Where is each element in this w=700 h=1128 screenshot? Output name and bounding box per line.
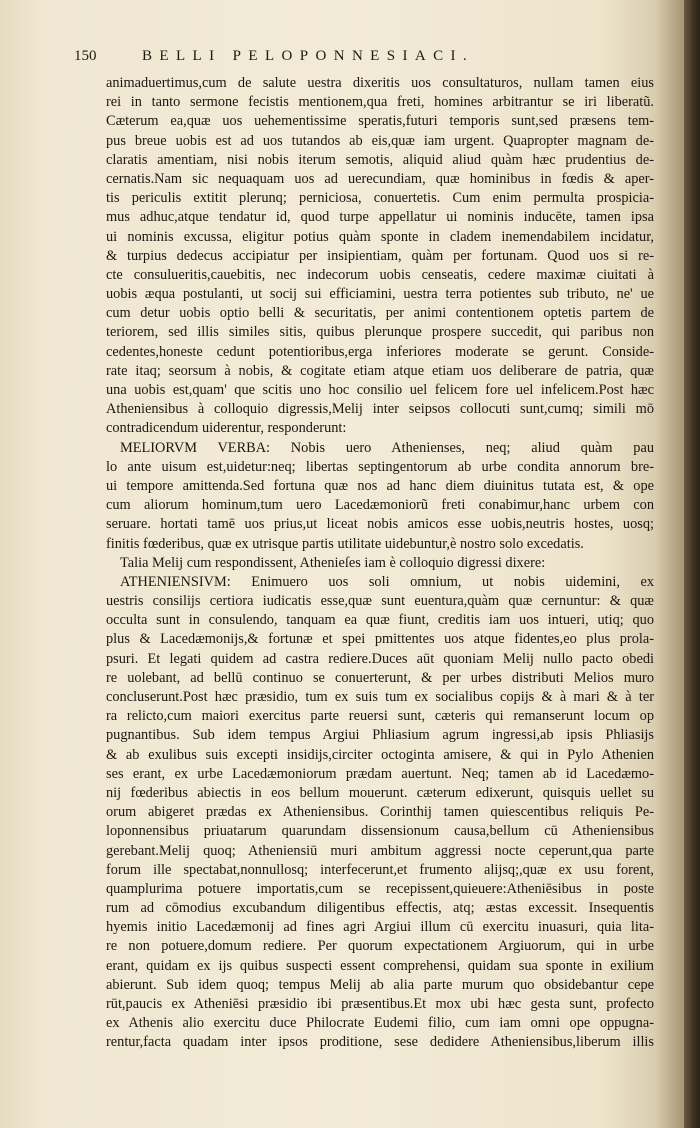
text-line: cernatis.Nam sic nequaquam uos ad uerecundiam, quæ hominibus in fœdis & aper-: [106, 170, 654, 187]
text-line: erant, quidam ex ijs quibus suspecti essent comprehensi, quidam sua sponte in exilium: [106, 957, 654, 974]
text-line: rūt,paucis ex Atheniēsi præsidio ibi præsentibus.Et mox ubi hæc gesta sunt, profecto: [106, 996, 654, 1012]
text-line: & ab exulibus suis excepti insidijs,circiter octoginta amisere, & qui in Pylo Athenien: [106, 746, 654, 763]
text-line: uobis æqua postulanti, ut socij sui efficiamini, uestra terra potientes sub tributo, ne' ue: [106, 286, 654, 303]
text-line: hyemis initio Lacedæmonij ad fines agri Argiui illum cū exercitu inuasuri, quia lita-: [106, 919, 654, 936]
text-line: seruare. hortati tamē uos prius,ut liceat nobis amicos esse uobis,neutris hostes, uosq;: [106, 516, 654, 533]
text-line: ra relicto,cum maiori exercitus parte reuersi sunt, cæteris qui remanserunt locum op: [106, 708, 654, 725]
text-line: una uobis est,quam' que scitis uno hoc consilio uel felicem fore uel infelicem.Post hæc: [106, 382, 654, 398]
text-line: re non potuere,domum rediere. Per quorum expectationem Argiuorum, qui in urbe: [106, 938, 654, 955]
text-line: quamplurima potuere importatis,cum se recepissent,quieuere:Atheniēsibus in poste: [106, 880, 654, 897]
text-line: cte consulueritis,cauebitis, nec indecorum uobis censeatis, cedere maximæ ciuitati à: [106, 266, 654, 283]
text-line: rate itaq; seorsum à nobis, & cogitate etiam atque etiam uos deliberare de patria, quæ: [106, 362, 654, 379]
text-line: loponnensibus priuatarum quarundam dissensionum causa,bellum cū Atheniensibus: [106, 823, 654, 840]
text-line: rum ad cōmodius excubandum diligentibus effectis, atq; æstas excessit. Insequentis: [106, 900, 654, 917]
text-line: nij fœderibus abiectis in eos bellum mouerunt. cæterum edixerunt, quisquis uellet su: [106, 784, 654, 801]
text-line: finitis fœderibus, quæ ex utrisque partis utilitate uidebuntur,è nostro solo excedatis.: [106, 535, 584, 552]
text-line: psuri. Et legati quidem ad castra rediere.Duces aūt quoniam Melij nullo pacto obedi: [106, 650, 654, 667]
text-line: mus adhuc,atque tendatur id, quod turpe appellatur ui nominis inducēte, tamen ipsa: [106, 209, 654, 226]
running-head: BELLI PELOPONNESIACI.: [142, 48, 475, 64]
text-line: ex Athenis alio exercitu duce Philocrate Eudemi filio, cum iam omni ope oppugna-: [106, 1015, 654, 1032]
folio-number: 150: [74, 48, 97, 64]
text-line: abierunt. Sub idem quoq; tempus Melij ab alia parte murum quo obsidebantur cepe: [106, 976, 654, 993]
book-gutter: [684, 0, 700, 1128]
text-line: plus & Lacedæmonijs,& fortunæ et spei pmittentes uos atque fidentes,eo plus prola-: [106, 631, 654, 648]
text-line: Cæterum ea,quæ uos uehementissime speratis,futuri temporis sunt,sed præsens tem-: [106, 113, 654, 130]
text-line: cum aliorum hominum,tum uero Lacedæmoniorũ freti conabimur,hanc urbem con: [106, 497, 654, 514]
text-line: claratis amentiam, nisi nobis iterum semotis, aliquid aliud quàm hæc prudentius de-: [106, 151, 654, 168]
text-line: pugnantibus. Sub idem tempus Argiui Phliasium agrum ingressi,ab ipsis Phliasijs: [106, 727, 654, 744]
text-line: cum detur uobis optio belli & securitatis, per animi contentionem optetis partem de: [106, 305, 654, 322]
text-line: cedentes,honeste cedunt potentioribus,erga inferiores moderate se gerunt. Conside-: [106, 343, 654, 360]
text-line: ses erant, ex urbe Lacedæmoniorum prædam auertunt. Neq; tamen ab id Lacedæmo-: [106, 765, 654, 782]
text-line: Talia Melij cum respondissent, Athenieſes iam è colloquio digressi dixere:: [120, 554, 546, 571]
text-line: & turpius dedecus accipiatur per insipientiam, quàm per fortunam. Quod uos si re-: [106, 247, 654, 264]
body-text: [106, 74, 654, 1053]
text-line: forum ille spectabat,nonnullosq; interfecerunt,et frumento alijsq;,quæ ex usu forent,: [106, 861, 654, 878]
text-line: re uolebant, ad bellū continuo se conuerterunt, & per urbes distributi Melios muro: [106, 669, 654, 686]
page-edge-shading: [654, 0, 684, 1128]
text-line: teriorem, sed illis similes sitis, quibus plerunque prospere succedit, qui paribus non: [106, 324, 654, 341]
text-line: ATHENIENSIVM: Enimuero uos soli omnium, ut nobis uidemini, ex: [120, 573, 654, 590]
text-line: rentur,facta quadam inter ipsos proditione, sese dedidere Atheniensibus,liberum illis: [106, 1034, 654, 1051]
text-line: ui tempore amittenda.Sed fortuna quæ nos ad hanc diem diuinitus tutata est, & ope: [106, 477, 654, 494]
text-line: occulta sunt in consulendo, tanquam ea quæ fiunt, creditis iam uos intueri, utiq; quo: [106, 612, 654, 629]
text-line: rei in tanto sermone fecistis mentionem,qua freti, homines arbitrantur se iri liberatũ.: [106, 94, 654, 111]
text-line: contradicendum uiderentur, responderunt:: [106, 420, 347, 437]
text-line: Atheniensibus à colloquio digressis,Melij inter seipsos collocuti sunt,cumq; simili mō: [106, 401, 654, 418]
text-line: orum abigeret prædas ex Atheniensibus. Corinthij tamen quiescentibus reliquis Pe-: [106, 804, 654, 821]
text-line: tis periculis extitit plerunq; perniciosa, conuertetis. Cum enim permulta prospicia-: [106, 190, 654, 207]
text-line: MELIORVM VERBA: Nobis uero Athenienses, neq; aliud quàm pau: [120, 439, 654, 456]
text-line: ui nominis excussa, eligitur potius quàm sponte in cladem inemendabilem incidatur,: [106, 228, 654, 245]
text-line: pus breue uobis est ad uos tutandos ab eis,quæ iam urgent. Quapropter magnam de-: [106, 132, 654, 149]
text-line: lo ante uisum est,uidetur:neq; libertas septingentorum ab urbe condita annorum bre-: [106, 458, 654, 475]
text-line: concluserunt.Post hæc præsidio, tum ex suis tum ex socialibus copijs & à mari & à ter: [106, 689, 654, 705]
text-line: uestris consilijs certiora iudicatis esse,quæ sunt euentura,quàm quæ cernuntur: & quæ: [106, 593, 654, 610]
text-line: gerebant.Melij quoq; Atheniensiū muri ambitum aggressi nocte ceperunt,qua parte: [106, 842, 654, 859]
text-line: animaduertimus,cum de salute uestra dixeritis uos consultaturos, nullam tamen eius: [106, 75, 654, 91]
page-header: [74, 48, 674, 72]
